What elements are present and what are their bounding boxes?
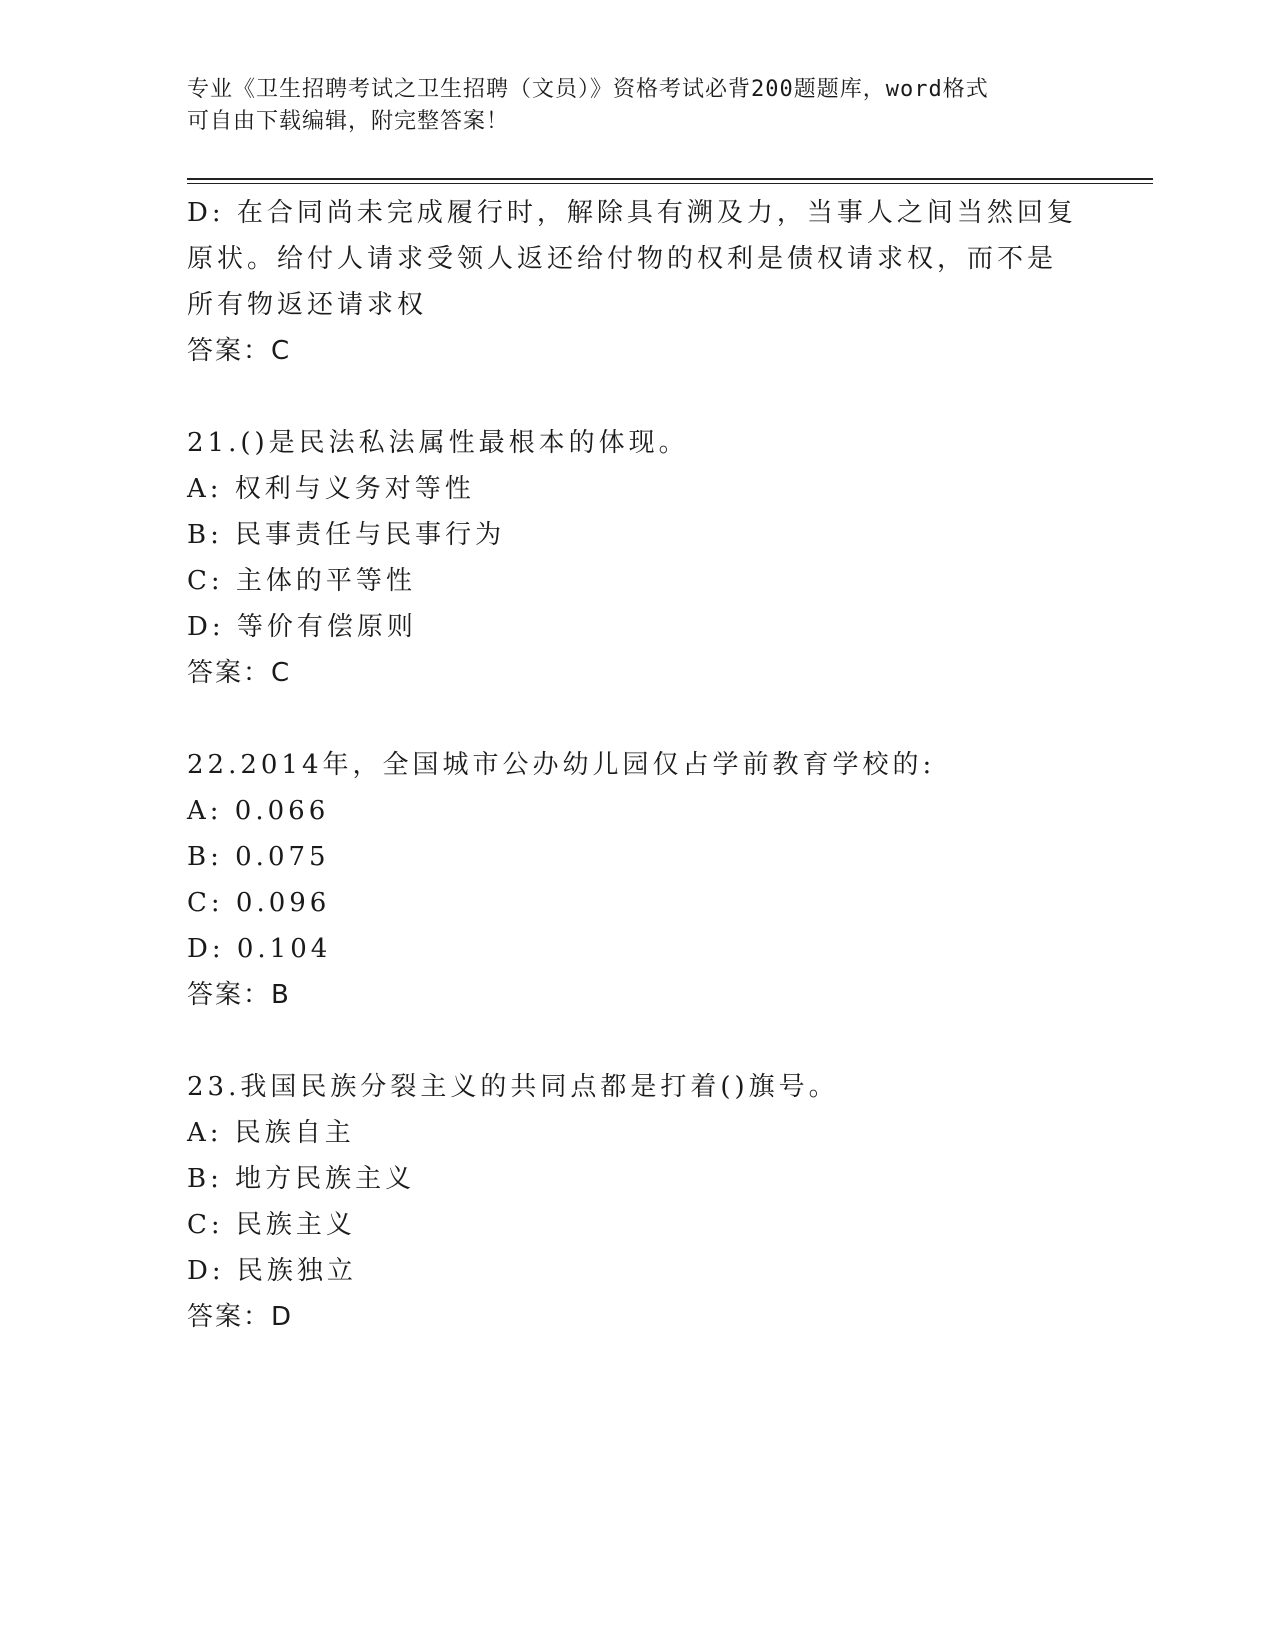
header-line-1: 专业《卫生招聘考试之卫生招聘（文员）》资格考试必背200题题库，word格式: [187, 77, 989, 102]
question-22: [187, 742, 1087, 1018]
answer-line: 答案：D: [187, 1302, 294, 1332]
header-divider-thick: [187, 178, 1153, 180]
option-c: C: 民族主义: [187, 1210, 356, 1240]
question-23: [187, 1064, 1087, 1340]
answer-line: 答案：B: [187, 980, 291, 1010]
header-divider-thin: [187, 183, 1153, 184]
document-header: [187, 74, 1087, 138]
option-a: A: 权利与义务对等性: [187, 474, 475, 504]
option-c: C: 0.096: [187, 888, 331, 918]
option-c: C: 主体的平等性: [187, 566, 416, 596]
option-d: D: 0.104: [187, 934, 332, 964]
option-d: D: 在合同尚未完成履行时，解除具有溯及力，当事人之间当然回复原状。给付人请求受领人返还给付物的权利是债权请求权，而不是所有物返还请求权: [187, 198, 1077, 320]
answer-line: 答案：C: [187, 658, 292, 688]
question-stem: 21.()是民法私法属性最根本的体现。: [187, 428, 689, 458]
option-a: A: 民族自主: [187, 1118, 355, 1148]
option-d: D: 民族独立: [187, 1256, 357, 1286]
question-list: [187, 190, 1087, 1340]
question-stem: 23.我国民族分裂主义的共同点都是打着()旗号。: [187, 1072, 839, 1102]
question-21: [187, 420, 1087, 696]
option-b: B: 0.075: [187, 842, 330, 872]
option-d: D: 等价有偿原则: [187, 612, 417, 642]
option-b: B: 民事责任与民事行为: [187, 520, 506, 550]
header-line-2: 可自由下载编辑，附完整答案！: [187, 109, 510, 134]
answer-line: 答案：C: [187, 336, 292, 366]
option-b: B: 地方民族主义: [187, 1164, 416, 1194]
question-stem: 22.2014年，全国城市公办幼儿园仅占学前教育学校的:: [187, 750, 936, 780]
option-a: A: 0.066: [187, 796, 330, 826]
previous-question-tail: [187, 190, 1087, 374]
